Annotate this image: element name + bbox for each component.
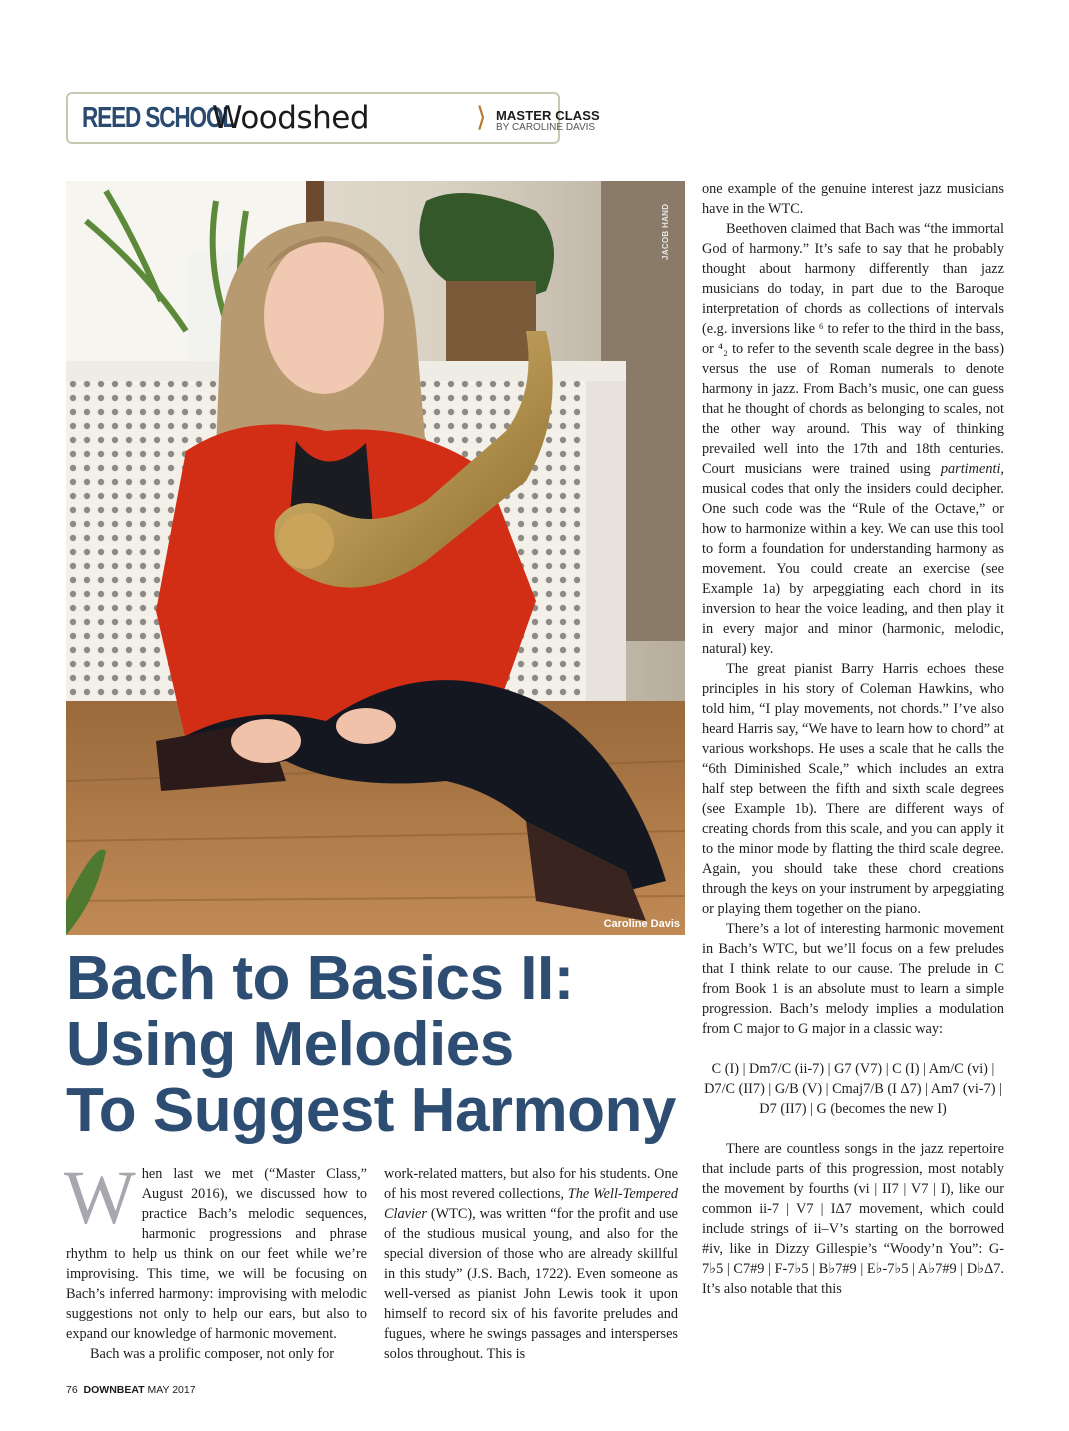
- photo-caption: Caroline Davis: [603, 918, 680, 930]
- magazine-name: DOWNBEAT: [83, 1384, 145, 1396]
- paragraph: Beethoven claimed that Bach was “the immortal God of harmony.” It’s safe to say that he probably thought about harmony differently than jazz musicians do today, in part due to the Baroque interpretation of chords as collections of intervals (e.g. inversions like ⁶ to refer to the third in the bass, or ⁴₂ to refer to the seventh scale degree in the bass) versus the use of Roman numerals to denote harmony in jazz. From Bach’s music, one can guess that he thought of chords as belonging to scales, not the other way around. This way of thinking prevailed well into the 17th and 18th centuries. Court musicians were trained using partimenti, musical codes that only the insiders could decipher. One such code was the “Rule of the Octave,” or how to harmonize within a key. We can use this tool to form a foundation for understanding harmony as movement. You could create an exercise (see Example 1a) by arpeggiating each chord in its inversion to hear the voice leading, and then play it in every major and minor (harmonic, melodic, natural) key.: [702, 221, 1004, 657]
- drop-cap: W: [64, 1156, 136, 1240]
- headline-line: To Suggest Harmony: [66, 1076, 676, 1145]
- headline-line: Using Melodies: [66, 1010, 514, 1079]
- paragraph: There’s a lot of interesting harmonic movement in Bach’s WTC, but we’ll focus on a few preludes that I think relate to our cause. The prelude in C from Book 1 is an absolute must to learn a simple progression. Bach’s melody implies a modulation from C major to G major in a classic way:: [702, 921, 1004, 1037]
- article-column-2: [384, 1164, 678, 1364]
- article-headline: [66, 946, 696, 1144]
- article-photo: [66, 181, 685, 935]
- paragraph-continued: work-related matters, but also for his students. One of his most revered collections, The Well-Tempered Clavier (WTC), was written “for the profit and use of the studious musical young, and also for the special diversion of those who are already skillful in this study” (J.S. Bach, 1722). Even someone as well-versed as pianist John Lewis took it upon himself to record six of his favorite preludes and fugues, where he swings passages and intersperses solos throughout. This is: [384, 1166, 679, 1362]
- paragraph: The great pianist Barry Harris echoes these principles in his story of Coleman Hawkins, who told him, “I play movements, not chords.” I’ve also heard Harris say, “We have to learn how to chord” at various workshops. He uses a scale that he calls the “6th Diminished Scale,” which includes an extra half step between the fifth and sixth scale degrees (see Example 1b). There are different ways of creating chords from this scale, and you can apply it to the minor mode by flatting the third scale degree. Again, you should take these chord creations through the keys on your instrument by arpeggiating or playing them together on the piano.: [702, 661, 1004, 917]
- article-column-1: [64, 1156, 367, 1364]
- headline-line: Bach to Basics II:: [66, 944, 574, 1013]
- section-label: REED SCHOOL: [82, 102, 236, 134]
- page-number: 76: [66, 1384, 78, 1396]
- page-footer: [66, 1384, 196, 1396]
- section-title: Woodshed: [212, 100, 369, 136]
- issue-date: MAY 2017: [147, 1384, 196, 1396]
- article-column-3: [702, 179, 1004, 1299]
- photo-credit: JACOB HAND: [661, 203, 670, 260]
- paragraph-text: Bach was a prolific composer, not only for: [90, 1346, 334, 1362]
- chevron-right-icon: ⟩: [476, 102, 487, 133]
- paragraph: There are countless songs in the jazz repertoire that include parts of this progression, most notably the movement by fourths (vi | II7 | V7 | I), like our common ii-7 | V7 | IΔ7 movement, which could include strings of ii–V’s starting on the borrowed #iv, like in Dizzy Gillespie’s “Woody’n You”: G-7♭5 | C7#9 | F-7♭5 | B♭7#9 | E♭-7♭5 | A♭7#9 | D♭Δ7. It’s also notable that this: [702, 1141, 1004, 1297]
- paragraph-text: hen last we met (“Master Class,” August 2016), we discussed how to practice Bach’s melodic sequences, harmonic progressions and phrase rhythm to help us think on our feet while we’re improvising. This time, we will be focusing on Bach’s inferred harmony: improvising with melodic suggestions not only to help our ears, but also to expand our knowledge of harmonic movement.: [66, 1166, 367, 1342]
- byline: BY CAROLINE DAVIS: [496, 122, 596, 133]
- chord-progression: C (I) | Dm7/C (ii-7) | G7 (V7) | C (I) | Am/C (vi) | D7/C (II7) | G/B (V) | Cmaj7/B (I Δ7) | Am7 (vi-7) | D7 (II7) | G (becomes the new I): [704, 1061, 1002, 1117]
- paragraph: [64, 1156, 367, 1344]
- paragraph: [66, 1344, 367, 1364]
- paragraph-continued: one example of the genuine interest jazz musicians have in the WTC.: [702, 181, 1004, 217]
- section-header: [66, 92, 600, 144]
- master-class-label: MASTER CLASS: [496, 108, 600, 123]
